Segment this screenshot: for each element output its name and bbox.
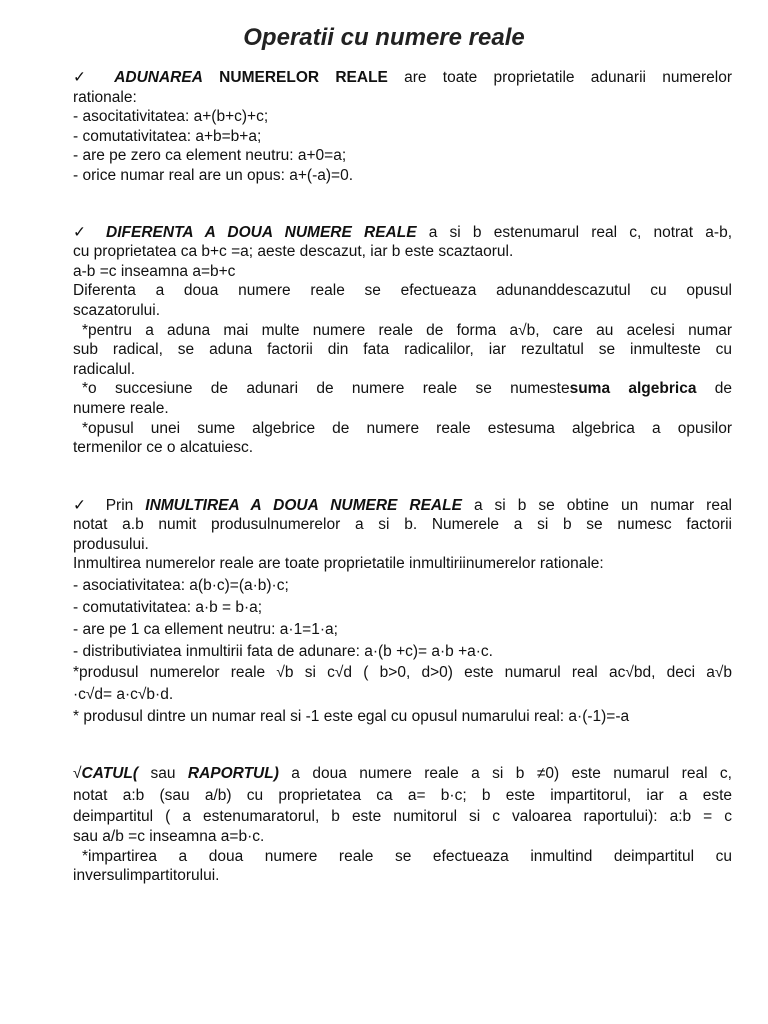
multiplication-property-3: - are pe 1 ca ellement neutru: a·1=1·a; — [73, 621, 338, 639]
document-body — [73, 68, 732, 886]
page-title: Operatii cu numere reale — [243, 24, 525, 51]
addition-property-3: - are pe zero ca element neutru: a+0=a; — [73, 147, 347, 165]
quotient-line-4: sau a/b =c inseamna a=b·c. — [73, 828, 265, 845]
addition-term: ADUNAREA — [114, 69, 203, 86]
radical-rule-line-1: *pentru a aduna mai multe numere reale de forma a√b, care au acelesi numar — [82, 321, 732, 339]
addition-intro-text: are toate proprietatile adunarii numerelor — [387, 69, 732, 86]
radical-icon: √ — [73, 765, 82, 783]
multiplication-properties-intro: Inmultirea numerelor reale are toate proprietatile inmultiriinumerelor rationale: — [73, 555, 604, 573]
division-rule-line-1: *impartirea a doua numere reale se efectueaza inmultind deimpartitul cu — [82, 847, 732, 865]
check-icon: ✓ — [73, 69, 115, 86]
addition-term-rest: NUMERELOR REALE — [202, 69, 388, 86]
multiplication-line-1 — [73, 496, 732, 516]
multiplication-prefix: Prin — [105, 496, 146, 514]
difference-term: DIFERENTA A DOUA NUMERE REALE — [106, 223, 417, 241]
difference-rule-line-2: scazatorului. — [73, 301, 161, 319]
algebraic-sum-line-2: numere reale. — [73, 399, 169, 417]
difference-line-1 — [73, 223, 732, 243]
difference-rule-line-1: Diferenta a doua numere reale se efectueaza adunanddescazutul cu opusul — [73, 282, 732, 300]
algebraic-sum-line-1 — [73, 379, 732, 399]
section-addition — [73, 68, 732, 186]
quotient-sau: sau — [138, 765, 188, 783]
opposite-sum-line-1: *opusul unei sume algebrice de numere reale estesuma algebrica a opusilor — [82, 419, 732, 437]
product-minus-one: * produsul dintre un numar real si -1 este egal cu opusul numarului real: a·(-1)=-a — [73, 707, 630, 725]
quotient-line-2: notat a:b (sau a/b) cu proprietatea ca a= b·c; b este impartitorul, iar a este — [73, 786, 732, 804]
radical-product-line-1: *produsul numerelor reale √b si c√d ( b>0, d>0) este numarul real ac√bd, deci a√b — [73, 664, 732, 682]
difference-definition: a-b =c inseamna a=b+c — [73, 262, 236, 280]
multiplication-property-4: - distributiviatea inmultirii fata de adunare: a·(b +c)= a·b +a·c. — [73, 642, 493, 660]
addition-property-4: - orice numar real are un opus: a+(-a)=0. — [73, 166, 353, 184]
ratio-term: RAPORTUL) — [187, 765, 279, 783]
quotient-term: CATUL( — [81, 765, 139, 783]
multiplication-line-2: notat a.b numit produsulnumerelor a si b. Numerele a si b se numesc factorii — [73, 516, 732, 534]
radical-rule-line-3: radicalul. — [73, 360, 136, 378]
check-icon: ✓ — [73, 223, 107, 241]
quotient-line-3: deimpartitul ( a estenumaratorul, b este numitorul si c valoarea raportului): a:b = c — [73, 808, 732, 826]
difference-text: a si b estenumarul real c, notrat a-b, — [416, 223, 732, 241]
multiplication-text: a si b se obtine un numar real — [461, 496, 733, 514]
multiplication-property-2: - comutativitatea: a·b = b·a; — [73, 598, 263, 616]
section-difference — [73, 223, 732, 458]
multiplication-property-1: - asociativitatea: a(b·c)=(a·b)·c; — [73, 577, 289, 595]
division-rule-line-2: inversulimpartitorului. — [73, 867, 220, 885]
algebraic-sum-term: suma algebrica — [569, 380, 697, 398]
addition-property-1: - asocitativitatea: a+(b+c)+c; — [73, 108, 269, 126]
multiplication-line-3: produsului. — [73, 535, 149, 553]
section-multiplication — [73, 496, 732, 727]
radical-rule-line-2: sub radical, se aduna factorii din fata radicalilor, iar rezultatul se inmulteste cu — [73, 341, 732, 359]
difference-line-2: cu proprietatea ca b+c =a; aeste descazut, iar b este scaztaorul. — [73, 243, 514, 261]
algebraic-sum-text: *o succesiune de adunari de numere reale se numeste — [82, 380, 570, 398]
radical-product-line-2: ·c√d= a·c√b·d. — [73, 686, 174, 704]
addition-property-2: - comutativitatea: a+b=b+a; — [73, 127, 262, 145]
addition-intro-line-2: rationale: — [73, 88, 137, 106]
multiplication-term: INMULTIREA A DOUA NUMERE REALE — [145, 496, 462, 514]
addition-intro-line-1 — [73, 68, 732, 88]
check-icon: ✓ — [73, 496, 106, 514]
quotient-line-1 — [73, 764, 732, 784]
section-quotient — [73, 764, 732, 886]
quotient-text: a doua numere reale a si b ≠0) este numarul real c, — [278, 765, 732, 783]
algebraic-sum-text-end: de — [696, 380, 732, 398]
opposite-sum-line-2: termenilor ce o alcatuiesc. — [73, 439, 254, 457]
